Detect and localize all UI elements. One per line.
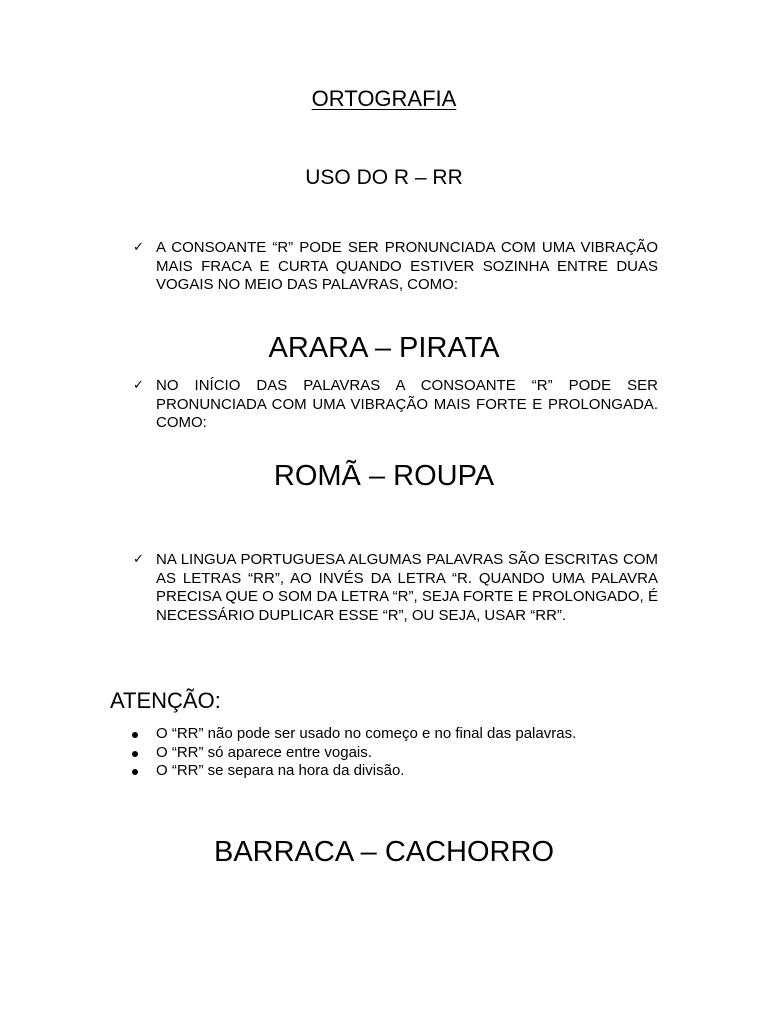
page-subtitle: USO DO R – RR [305,166,463,189]
page-title: ORTOGRAFIA [311,86,457,111]
example-words-3: BARRACA – CACHORRO [213,836,554,868]
document-page: ORTOGRAFIA USO DO R – RR ✓ A CONSOANTE “R” PODE SER PRONUNCIADA COM UMA VIBRAÇÃO MAIS FRACA E CURTA QUANDO ESTIVER SOZINHA ENTRE DUAS VOGAIS NO MEIO DAS PALAVRAS, COMO: ARARA – PIRATA ✓ NO INÍCIO DAS PALAVRAS A CONSOANTE “R” PODE SER PRONUNCIADA COM UMA VIBRAÇÃO MAIS FORTE E PROLONGADA. COMO: ROMÃ – ROUPA ✓ NA LINGUA PORTUGUESA ALGUMAS PALAVRAS SÃO ESCRITAS COM AS LETRAS “RR”, AO INVÉS DA LETRA “R. QUANDO UMA PALAVRA PRECISA QUE O SOM DA LETRA “R”, SEJA FORTE E PROLONGADO, É NECESSÁRIO DUPLICAR ESSE “R”, OU SEJA, USAR “RR”. ATENÇÃO: O “RR” não pode ser usado no começo e no final das palavras. O “RR” só aparece entre vogais. O “RR” se separa na hora da divisão. BARRACA – CACHORRO [0,0,768,1024]
rule-text: NA LINGUA PORTUGUESA ALGUMAS PALAVRAS SÃO ESCRITAS COM AS LETRAS “RR”, AO INVÉS DA LETRA “R. QUANDO UMA PALAVRA PRECISA QUE O SOM DA LETRA “R”, SEJA FORTE E PROLONGADO, É NECESSÁRIO DUPLICAR ESSE “R”, OU SEJA, USAR “RR”. [156,551,658,624]
bullet-icon [132,751,138,757]
check-mark-icon: ✓ [133,552,144,567]
attention-heading: ATENÇÃO: [110,688,221,713]
example-words-1: ARARA – PIRATA [268,332,500,364]
bullet-icon [132,732,138,738]
bullet-icon [132,769,138,775]
rule-text: A CONSOANTE “R” PODE SER PRONUNCIADA COM UMA VIBRAÇÃO MAIS FRACA E CURTA QUANDO ESTIVER SOZINHA ENTRE DUAS VOGAIS NO MEIO DAS PALAVRAS, COMO: [156,239,658,293]
example-words-2: ROMÃ – ROUPA [273,460,495,492]
check-mark-icon: ✓ [133,378,144,393]
rule-text: NO INÍCIO DAS PALAVRAS A CONSOANTE “R” PODE SER PRONUNCIADA COM UMA VIBRAÇÃO MAIS FORTE E PROLONGADA. COMO: [156,377,658,431]
check-mark-icon: ✓ [133,240,144,255]
